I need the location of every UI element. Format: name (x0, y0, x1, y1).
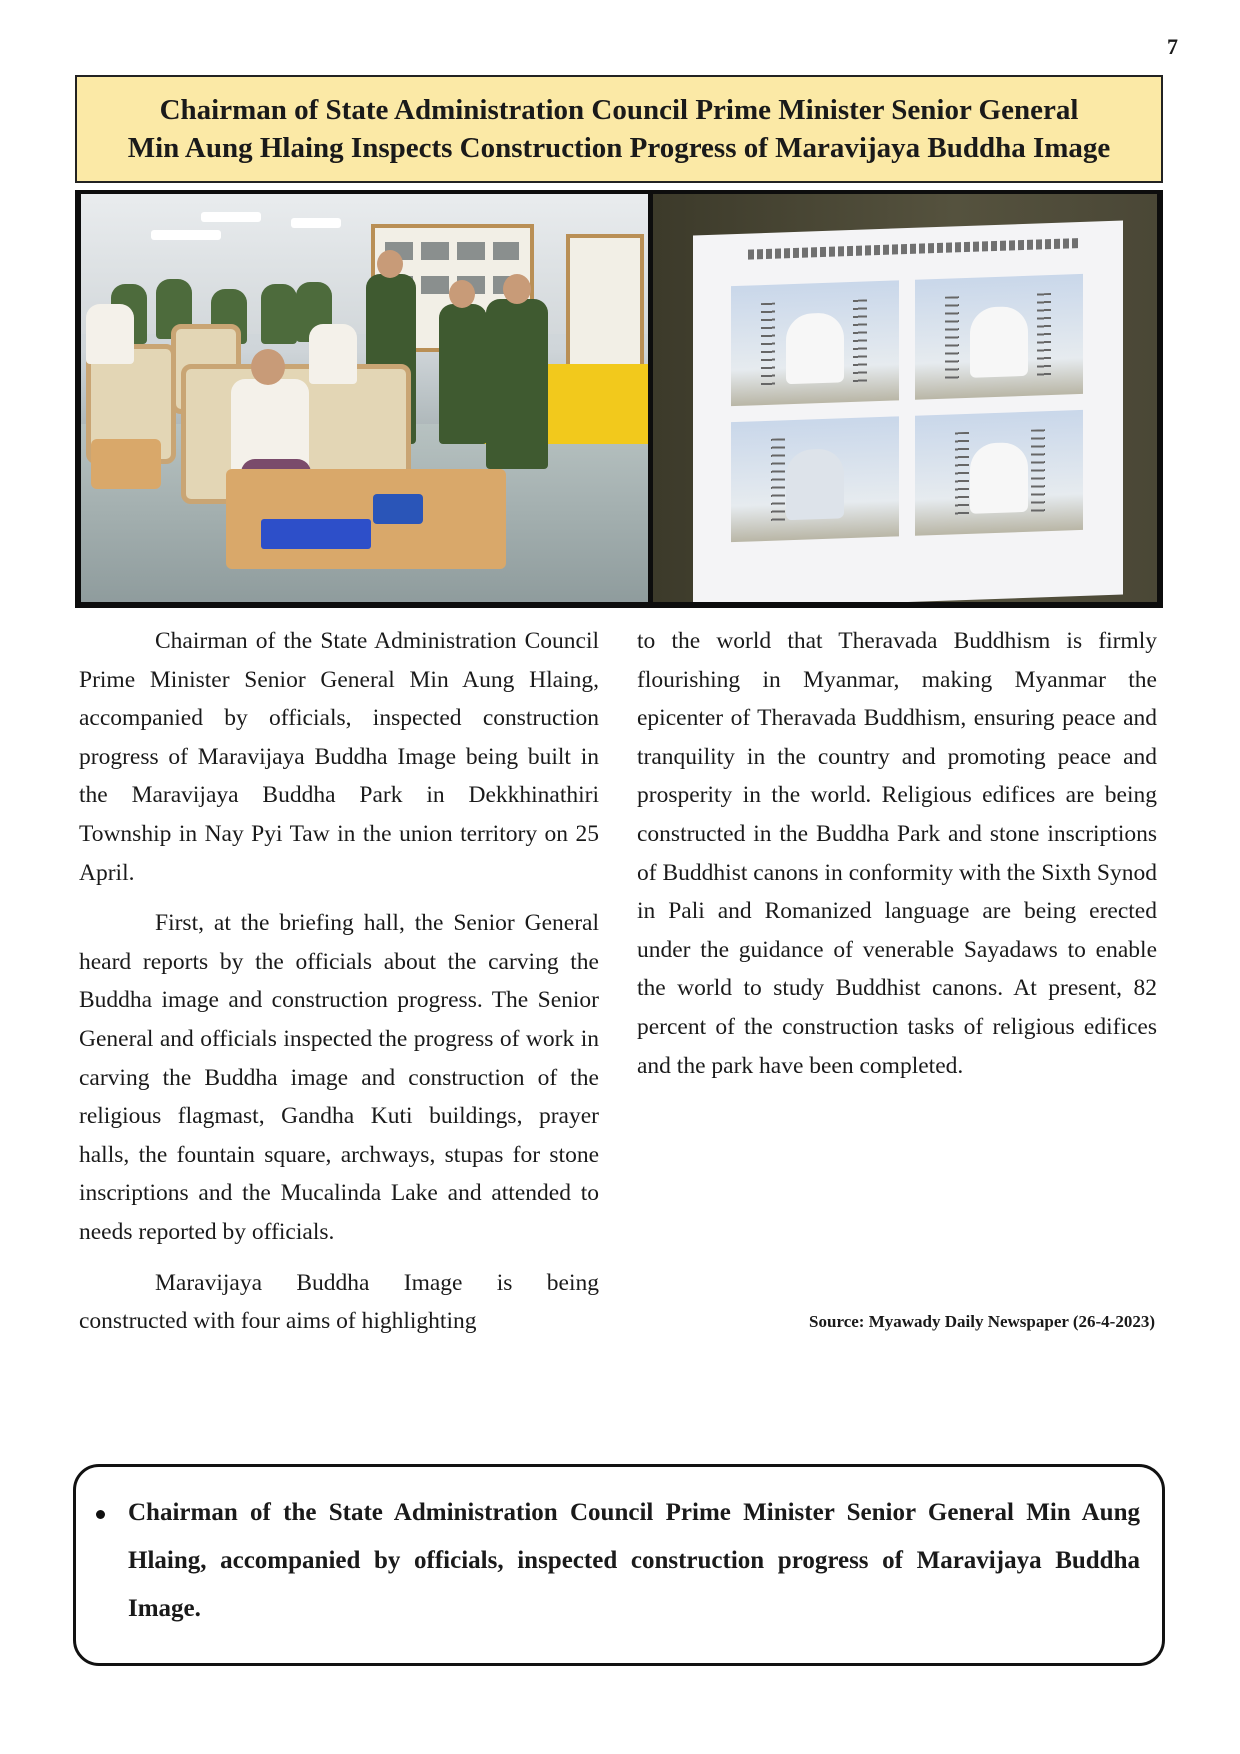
headline-line-1: Chairman of State Administration Council Prime Minister Senior General (159, 94, 1079, 126)
headline-box (75, 75, 1163, 183)
page-number: 7 (1167, 34, 1178, 59)
summary-box (73, 1464, 1165, 1666)
article-paragraph-1: Chairman of the State Administration Council Prime Minister Senior General Min Aung Hlaing, accompanied by officials, inspected construction progress of Maravijaya Buddha Image being built in the Maravijaya Buddha Park in Dekkhinathiri Township in Nay Pyi Taw in the union territory on 25 April. (79, 628, 599, 886)
article-paragraph-3-continued: to the world that Theravada Buddhism is firmly flourishing in Myanmar, making Myanmar the epicenter of Theravada Buddhism, ensuring peace and tranquility in the country and promoting peace and prosperity in the world. Religious edifices are being constructed in the Buddha Park and stone inscriptions of Buddhist canons in conformity with the Sixth Synod in Pali and Romanized language are being erected under the guidance of venerable Sayadaws to enable the world to study Buddhist canons. At present, 82 percent of the construction tasks of religious edifices and the park have been completed. (637, 628, 1157, 1079)
photo-strip (75, 190, 1163, 608)
article-paragraph-3: Maravijaya Buddha Image is being constructed with four aims of highlighting (79, 1269, 599, 1335)
article-column-right (637, 622, 1157, 1097)
article-paragraph-2: First, at the briefing hall, the Senior General heard reports by the officials about the carving the Buddha image and construction progress. The Senior General and officials inspected the progress of work in carving the Buddha image and construction of the religious flagmast, Gandha Kuti buildings, prayer halls, the fountain square, archways, stupas for stone inscriptions and the Mucalinda Lake and attended to needs reported by officials. (79, 910, 599, 1245)
summary-bullet-text: Chairman of the State Administration Council Prime Minister Senior General Min Aung Hlaing, accompanied by officials, inspected construction progress of Maravijaya Buddha Image. (128, 1499, 1140, 1622)
projection-screen-photo (653, 194, 1157, 602)
source-credit: Source: Myawady Daily Newspaper (26-4-2023) (809, 1312, 1155, 1331)
briefing-hall-photo (81, 194, 648, 602)
article-column-left (79, 622, 599, 1353)
headline-line-2: Min Aung Hlaing Inspects Construction Progress of Maravijaya Buddha Image (127, 132, 1111, 164)
bullet-icon (96, 1510, 105, 1519)
